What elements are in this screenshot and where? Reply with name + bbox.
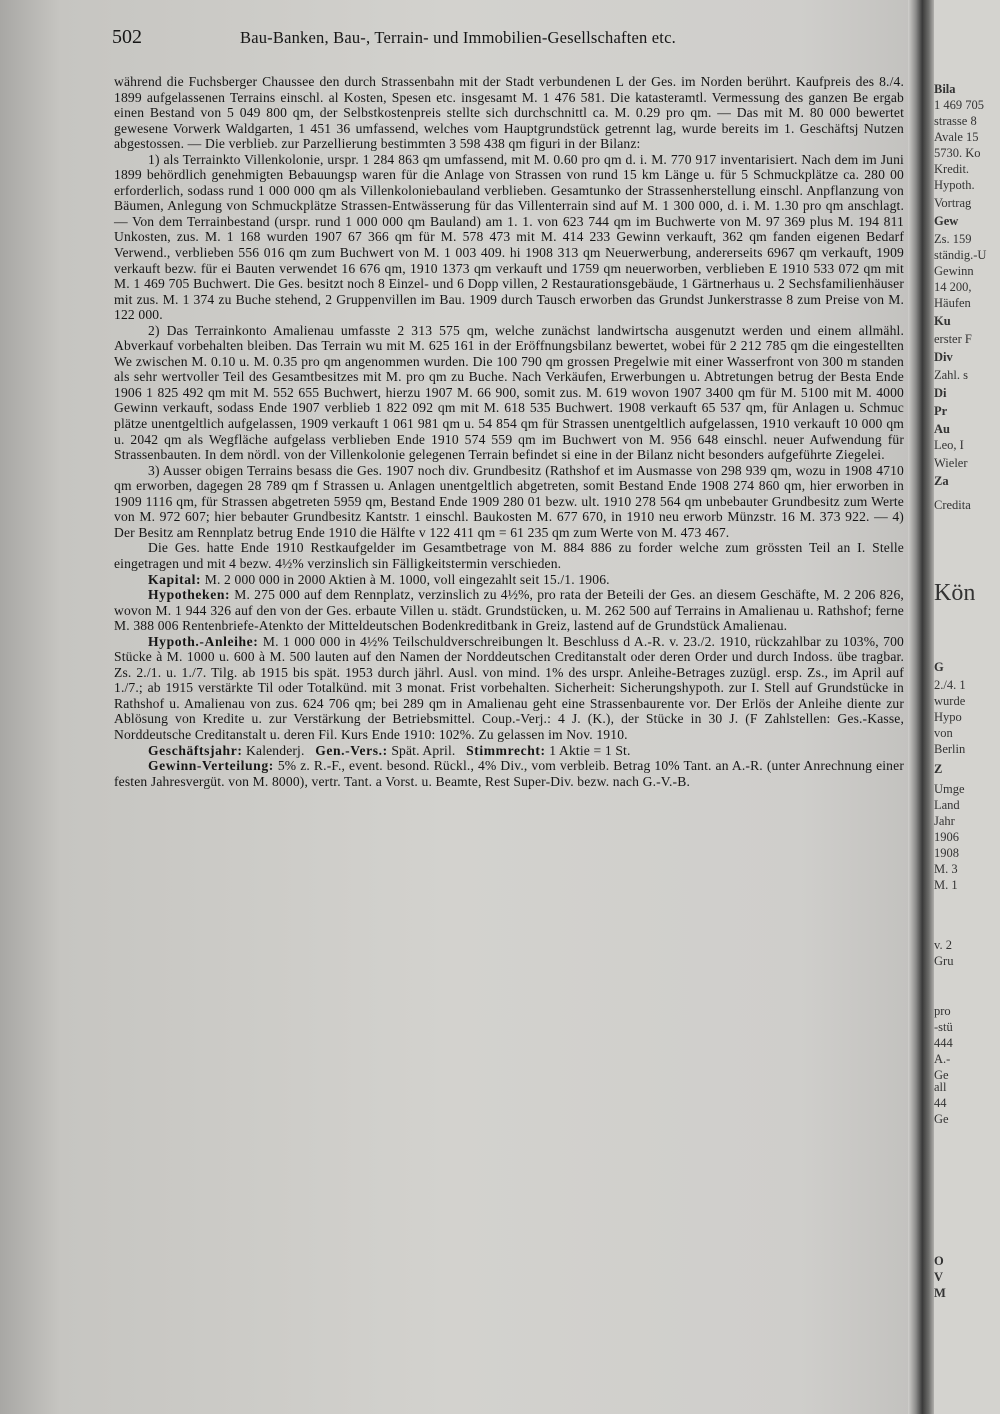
intro-paragraph: während die Fuchsberger Chaussee den durch Strassenbahn mit der Stadt verbundenen L der Ges. im Norden berührt. Kaufpreis des 8./4. 1899 aufgelassenen Terrains einschl. al Kosten, Spesen etc. insgesamt M. 1 476 581. Die katasteramtl. Vermessung des ganzen Be ergab einen Bestand von 5 049 800 qm, der Selbstkostenpreis stellte sich durchschnittl ca. M. 0.29 pro qm. — Das mit M. 80 000 bewertet gewesene Vorwerk Waldgarten, 1 451 36 umfassend, welches vom Hauptgrundstück getrennt lag, wurde bereits im 1. Geschäftsj Nutzen abgestossen. — Die verblieb. zur Parzellierung bestimmten 3 598 438 qm figuri in der Bilanz:	[114, 74, 904, 152]
adjacent-page-text-fragment: Leo, I	[934, 438, 964, 452]
gv-label: Gen.-Vers.:	[315, 742, 388, 758]
adjacent-page-text-fragment: Credita	[934, 498, 971, 512]
adjacent-page-text-fragment: V	[934, 1270, 944, 1284]
adjacent-page-text-fragment: Avale 15	[934, 130, 979, 144]
page-number: 502	[112, 26, 142, 48]
adjacent-page-text-fragment: 1906	[934, 830, 959, 844]
adjacent-page-text-fragment: 2./4. 1	[934, 678, 966, 692]
main-text-column	[114, 74, 904, 789]
paragraph-restkaufgelder: Die Ges. hatte Ende 1910 Restkaufgelder im Gesamtbetrage von M. 884 886 zu forder welche zum grössten Teil an I. Stelle eingetragen und mit 4 bezw. 4½% verzinslich sin Fälligkeitstermin verschieden.	[114, 540, 904, 571]
adjacent-page-text-fragment: Vortrag	[934, 196, 972, 210]
adjacent-page-text-fragment: Berlin	[934, 742, 966, 756]
adjacent-page-text-fragment: strasse 8	[934, 114, 977, 128]
paragraph-amalienau: 2) Das Terrainkonto Amalienau umfasste 2 313 575 qm, welche zunächst landwirtscha ausgenutzt werden und einem allmähl. Abverkauf vorbehalten bleiben. Das Terrain wu mit M. 625 161 in der Eröffnungsbilanz bewertet, wobei für 2 212 785 qm die eingestellten We zwischen M. 0.10 u. M. 0.35 pro qm angenommen wurden. Die 100 790 qm grossen Pregelwie mit einer Wasserfront von 300 m standen als sehr wertvoller Teil des Gesamtbesitzes mit M. pro qm zu Buche. Nach Verkäufen, Erwerbungen u. Abtretungen betrug der Besta Ende 1906 1 825 492 qm mit M. 552 655 Buchwert, hierzu 1907 M. 66 900, somit zus. M. 619 wovon 1907 3400 qm für M. 5100 mit M. 4000 Gewinn verkauft, sodass Ende 1907 verblieb 1 822 092 qm mit M. 618 535 Buchwert. 1908 verkauft 65 537 qm, für Anlagen u. Schmuc plätze unentgeltlich aufgelassen, 1909 verkauft 1 061 981 qm u. 54 854 qm für Strassen unentgeltlich aufgelassen, 1910 verkauft 10 000 qm u. 2042 qm als Wegfläche aufgelass verblieben Ende 1910 574 559 qm im Buchwert von M. 956 648 einschl. neuer Aufwendung für Strassenbauten. In dem nördl. von der Villenkolonie gelegenen Terrain befindet si eine in der Bilanz nicht besonders aufgeführte Ziegelei.	[114, 322, 904, 463]
adjacent-page-text-fragment: 14 200,	[934, 280, 972, 294]
adjacent-page-text-fragment: Jahr	[934, 814, 955, 828]
adjacent-page-text-fragment: Ge	[934, 1068, 949, 1082]
adjacent-page-text-fragment: von	[934, 726, 953, 740]
adjacent-page-text-fragment: Umge	[934, 782, 965, 796]
gj-label: Geschäftsjahr:	[148, 742, 243, 758]
adjacent-page-text-fragment: Ge	[934, 1112, 949, 1126]
adjacent-page-text-fragment: Gewinn	[934, 264, 974, 278]
adjacent-page-text-fragment: Hypoth.	[934, 178, 975, 192]
adjacent-page-text-fragment: pro	[934, 1004, 951, 1018]
adjacent-page-text-fragment: Zs. 159	[934, 232, 972, 246]
adjacent-page-text-fragment: Pr	[934, 404, 948, 418]
adjacent-page-text-fragment: Land	[934, 798, 960, 812]
adjacent-page-text-fragment: Div	[934, 350, 953, 364]
anleihe-label: Hypoth.-Anleihe:	[148, 633, 259, 649]
adjacent-page-text-fragment: v. 2	[934, 938, 952, 952]
adjacent-page-text-fragment: M	[934, 1286, 946, 1300]
page-header	[112, 26, 902, 48]
gewinn-text: 5% z. R.-F., event. besond. Rückl., 4% Div., vom verbleib. Betrag 10% Tant. an A.-R. (unter Anrechnung einer festen Jahresvergüt. von M. 8000), vertr. Tant. a Vorst. u. Beamte, Rest Super-Div. bezw. nach G.-V.-B.	[114, 758, 904, 789]
section-gewinn-verteilung	[114, 758, 904, 789]
adjacent-page-text-fragment: 5730. Ko	[934, 146, 981, 160]
adjacent-page-text-fragment: wurde	[934, 694, 966, 708]
gv-text: Spät. April.	[391, 742, 456, 758]
kapital-label: Kapital:	[148, 571, 202, 587]
paragraph-other-property: 3) Ausser obigen Terrains besass die Ges. 1907 noch div. Grundbesitz (Rathshof et im Ausmasse von 298 939 qm, wozu in 1908 4710 qm erworben, dagegen 28 789 qm f Strassen u. Anlagen unentgeltlich abgetreten, somit Bestand Ende 1908 274 860 qm, hier erworben in 1909 1116 qm, für Strassen abgetreten 5959 qm, Bestand Ende 1909 280 01 bezw. ult. 1910 278 564 qm unbebauter Grundbesitz zum Werte von M. 972 607; hier bebauter Grundbesitz Kantstr. 1 einschl. Baukosten M. 677 670, in 1910 neu erworb Münzstr. 16 M. 373 922. — 4) Der Besitz am Rennplatz betrug Ende 1910 die Hälfte v 122 411 qm = 61 235 qm zum Werte von M. 473 467.	[114, 462, 904, 540]
adjacent-page-text-fragment: M. 1	[934, 878, 958, 892]
adjacent-page-text-fragment: Di	[934, 386, 947, 400]
adjacent-page-text-fragment: Zahl. s	[934, 368, 969, 382]
book-gutter	[908, 0, 934, 1414]
adjacent-page-text-fragment: all	[934, 1080, 947, 1094]
section-geschaeftsjahr	[114, 743, 904, 759]
adjacent-page-text-fragment: Gew	[934, 214, 959, 228]
running-title: Bau-Banken, Bau-, Terrain- und Immobilien-Gesellschaften etc.	[240, 28, 676, 47]
stimmrecht-label: Stimmrecht:	[466, 742, 546, 758]
anleihe-text: M. 1 000 000 in 4½% Teilschuldverschreibungen lt. Beschluss d A.-R. v. 23./2. 1910, rückzahlbar zu 103%, 700 Stücke à M. 1000 u. 600 à M. 500 lauten auf den Namen der Norddeutschen Creditanstalt oder deren Order und durch Indoss. übe tragbar. Zs. 2./1. u. 1./7. Tilg. ab 1915 bis spät. 1953 durch jährl. Ausl. von mind. 1% des urspr. Anleihe-Betrages zuzügl. ersp. Zs., im April auf 1./7.; ab 1915 verstärkte Til oder Totalkünd. mit 3 monat. Frist vorbehalten. Sicherheit: Sicherungshypoth. zur I. Stell auf Grundstücke in Rathshof u. Amalienau von zus. 624 706 qm; bei 289 qm in Amalienau geht eine Strassenbaurente vor. Der Erlös der Anleihe diente zur Ablösung von Kredite u. zur Verstärkung der Betriebsmittel. Coup.-Verj.: 4 J. (K.), der Stücke in 30 J. (F Zahlstellen: Ges.-Kasse, Norddeutsche Creditanstalt u. deren Fil. Kurs Ende 1910: 102%. Zu gelassen im Nov. 1910.	[114, 633, 904, 742]
adjacent-page-text-fragment: ständig.-U	[934, 248, 987, 262]
adjacent-page-text-fragment: Wieler	[934, 456, 968, 470]
adjacent-page-text-fragment: Kredit.	[934, 162, 970, 176]
section-kapital	[114, 572, 904, 588]
hypotheken-text: M. 275 000 auf dem Rennplatz, verzinslich zu 4½%, pro rata der Beteili der Ges. an diesem Geschäfte, M. 2 206 826, wovon M. 1 944 326 auf den von der Ges. erbaute Villen u. städt. Grundstücken, u. M. 262 500 auf Terrains in Amalienau u. Rathshof; ferne M. 388 006 Rentenbriefe-Atenkto der Mitteldeutschen Bodenkreditbank in Greiz, lastend auf de Grundstück Amalienau.	[114, 587, 904, 634]
adjacent-page-text-fragment: Gru	[934, 954, 954, 968]
gewinn-label: Gewinn-Verteilung:	[148, 758, 274, 774]
adjacent-page-text-fragment: 1 469 705	[934, 98, 984, 112]
adjacent-page-text-fragment: Häufen	[934, 296, 971, 310]
adjacent-page-text-fragment: erster F	[934, 332, 972, 346]
adjacent-page-text-fragment: 44	[934, 1096, 947, 1110]
adjacent-page-text-fragment: Za	[934, 474, 949, 488]
adjacent-page-text-fragment: Ku	[934, 314, 951, 328]
adjacent-page-text-fragment: 1908	[934, 846, 959, 860]
section-hypoth-anleihe	[114, 634, 904, 743]
gj-text: Kalenderj.	[246, 742, 305, 758]
adjacent-page-text-fragment: Au	[934, 422, 950, 436]
adjacent-page-text-fragment: Bila	[934, 82, 956, 96]
section-hypotheken	[114, 587, 904, 634]
adjacent-page-text-fragment: 444	[934, 1036, 953, 1050]
kapital-text: M. 2 000 000 in 2000 Aktien à M. 1000, voll eingezahlt seit 15./1. 1906.	[204, 571, 610, 587]
adjacent-page-text-fragment: G	[934, 660, 944, 674]
stimmrecht-text: 1 Aktie = 1 St.	[549, 742, 631, 758]
hypotheken-label: Hypotheken:	[148, 587, 231, 603]
adjacent-page-text-fragment: A.-	[934, 1052, 951, 1066]
adjacent-page-text-fragment: Kön	[934, 580, 976, 606]
adjacent-page-text-fragment: Hypo	[934, 710, 962, 724]
adjacent-page-text-fragment: M. 3	[934, 862, 958, 876]
adjacent-page-fragment	[934, 0, 1000, 1414]
paragraph-villenkolonie: 1) als Terrainkto Villenkolonie, urspr. 1 284 863 qm umfassend, mit M. 0.60 pro qm d. i. M. 770 917 inventarisiert. Nach dem im Juni 1899 behördlich genehmigten Bebauungsp waren für die Anlage von Strassen von rund 15 km Länge u. für 5 Schmuckplätze ca. 280 00 erforderlich, sodass rund 1 000 000 qm als Villenkoloniebauland verblieben. Gesamtunko der Strassenherstellung einschl. Anpflanzung von Bäumen, Anlegung von Schmuckplätze Strassen-Entwässerung für das Villenterrain sind auf M. 1 300 000, d. i. M. 1.30 pro qm anschlagt. — Von dem Terrainbestand (urspr. rund 1 000 000 qm Bauland) am 1. 1. von 623 744 qm im Buchwerte von M. 97 369 plus M. 194 811 Unkosten, zus. M. 1 168 wurden 1907 67 366 qm für M. 578 473 mit M. 414 233 Gewinn verkauft, 362 qm fanden eigenen Bedarf Verwend., verblieben 556 016 qm zum Buchwert von M. 1 003 409. hi 1908 313 qm Neuerwerbung, andererseits 6967 qm verkauft, 1909 verkauft bezw. für ei Bauten verwendet 16 676 qm, 1910 1373 qm verkauft und 1759 qm neuerworben, verblieben E 1910 533 072 qm mit M. 1 469 705 Buchwert. Die Ges. besitzt noch 8 Einzel- und 6 Dopp villen, 2 Restaurationsgebäude, 1 Gärtnerhaus u. 2 Sechsfamilienhäuser mit zus. M. 1 374 zu Buche stehend, 2 Gruppenvillen im Bau. 1909 durch Tausch erworben das Grundst Junkerstrasse 8 zum Preise von M. 122 000.	[114, 151, 904, 323]
adjacent-page-text-fragment: O	[934, 1254, 944, 1268]
adjacent-page-text-fragment: Z	[934, 762, 943, 776]
adjacent-page-text-fragment: -stü	[934, 1020, 953, 1034]
